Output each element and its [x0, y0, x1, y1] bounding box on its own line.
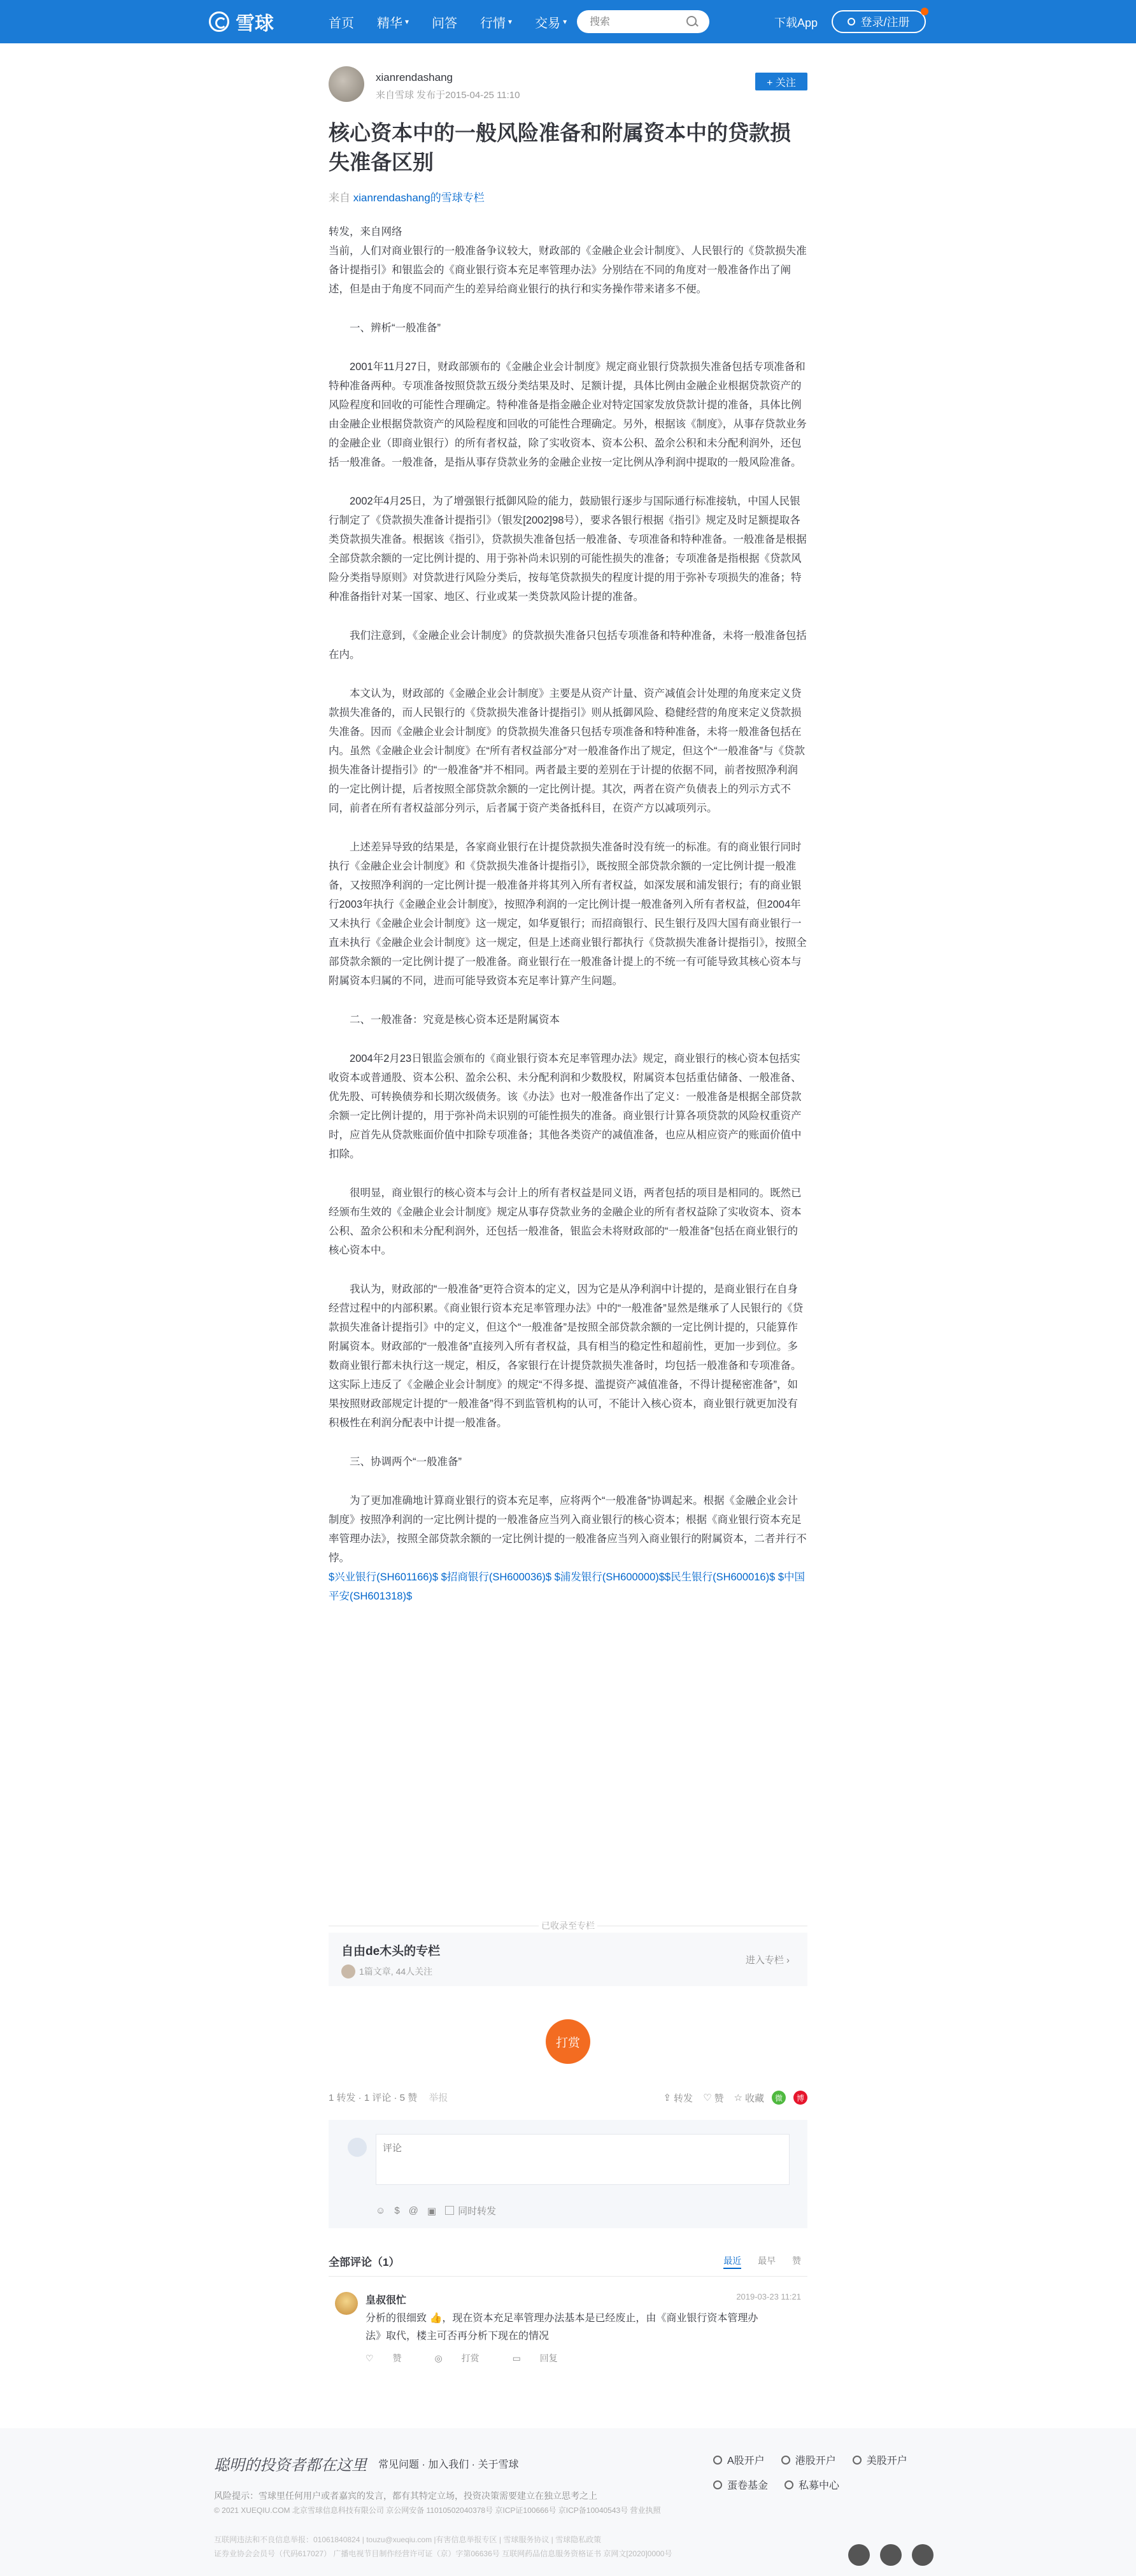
comment-text: 分析的很细致 👍，现在资本充足率管理办法基本是已经废止，由《商业银行资本管理办法》取代，楼主可否再分析下现在的情况	[366, 2313, 758, 2342]
search-box	[577, 10, 709, 33]
comment-author[interactable]: 皇叔很忙	[366, 2295, 407, 2306]
danjuan-fund-link[interactable]: 蛋卷基金	[713, 2477, 768, 2492]
logo-icon	[209, 11, 229, 32]
footer-services	[713, 2452, 930, 2502]
social-links	[838, 2544, 934, 2566]
column-divider-label: 已收录至专栏	[541, 1921, 595, 1931]
service-row	[713, 2477, 930, 2492]
article-source: 来自 xianrendashang的雪球专栏	[329, 192, 485, 204]
footer	[0, 2428, 1136, 2576]
column-meta: 1篇文章, 44人关注	[341, 1964, 432, 1979]
weibo-icon[interactable]	[880, 2544, 902, 2566]
reply-icon: ▭	[512, 2353, 523, 2363]
article-title: 核心资本中的一般风险准备和附属资本中的贷款损失准备区别	[329, 121, 791, 174]
main-nav	[329, 0, 590, 43]
mention-icon[interactable]: @	[408, 2205, 418, 2216]
nav-qa[interactable]: 问答	[432, 16, 458, 31]
comment-avatar[interactable]	[335, 2292, 358, 2315]
comment-actions	[366, 2352, 591, 2365]
comment-input[interactable]	[376, 2134, 790, 2185]
a-share-icon	[713, 2456, 722, 2465]
service-row	[713, 2452, 930, 2467]
favorite-button[interactable]: ☆ 收藏	[734, 2093, 764, 2104]
column-name[interactable]: 自由de木头的专栏	[341, 1945, 441, 1958]
reward-icon: ◎	[434, 2353, 445, 2363]
paragraph: 2001年11月27日，财政部颁布的《金融企业会计制度》规定商业银行贷款损失准备包括专项准备和特种准备两种。专项准备按照贷款五级分类结果及时、足额计提，具体比例由金融企业根据贷款资产的风险程度和回收的可能性合理确定。特种准备是指金融企业对特定国家发放贷款计提的准备，具体比例由金融企业根据贷款资产的风险程度和回收的可能性合理确定。另外，根据该《制度》，从事存贷款业务的金融企业（即商业银行）的所有者权益，除了实收资本、资本公积、盈余公积和未分配利润外，还包括一般准备。一般准备，是指从事存贷款业务的金融企业按一定比例从净利润中提取的一般风险准备。	[329, 361, 807, 468]
comment-time: 2019-03-23 11:21	[736, 2292, 801, 2301]
section-heading: 二、一般准备：究竟是核心资本还是附属资本	[350, 1014, 560, 1026]
nav-market[interactable]: 行情 ▾	[480, 16, 513, 31]
thumb-up-icon: ♡	[703, 2093, 712, 2103]
author-name[interactable]: xianrendashang	[376, 71, 453, 83]
column-divider	[329, 1919, 807, 1932]
nav-featured[interactable]: 精华 ▾	[377, 16, 409, 31]
footer-fine-print: 互联网违法和不良信息举报：01061840824 | touzu@xueqiu.com |有害信息举报专区 | 雪球服务协议 | 雪球隐私政策 证券业协会会员号（代码617027） 广播电视节目制作经营许可证（京）字第06636号 互联网药品信息服务资格证书 京网文[2020]0000号	[214, 2535, 672, 2558]
comments-section	[329, 2253, 807, 2362]
paragraph: 2002年4月25日，为了增强银行抵御风险的能力，鼓励银行逐步与国际通行标准接轨，中国人民银行制定了《贷款损失准备计提指引》（银发[2002]98号），要求各银行根据《指引》规定及时足额提取各类贷款损失准备。根据该《指引》，贷款损失准备包括一般准备、专项准备和特种准备。一般准备是根据全部贷款余额的一定比例计提的、用于弥补尚未识别的可能性损失的准备；专项准备是指根据《贷款风险分类指导原则》对贷款进行风险分类后，按每笔贷款损失的程度计提的用于弥补专项损失的准备；特种准备指针对某一国家、地区、行业或某一类贷款风险计提的准备。	[329, 496, 807, 603]
sort-earliest[interactable]: 最早	[758, 2256, 776, 2266]
article-stats	[329, 2091, 807, 2110]
nav-home[interactable]: 首页	[329, 16, 354, 31]
paragraph: 转发，来自网络	[329, 226, 402, 238]
nav-trade[interactable]: 交易 ▾	[535, 16, 567, 31]
chevron-down-icon: ▾	[405, 17, 409, 26]
reward-button[interactable]: 打赏	[546, 2019, 590, 2064]
comment-sort	[709, 2254, 801, 2267]
top-nav-bar	[0, 0, 1136, 43]
weibo-share-icon[interactable]: 博	[793, 2091, 807, 2105]
app-icon[interactable]	[912, 2544, 934, 2566]
report-link[interactable]: 举报	[429, 2093, 448, 2103]
stock-tags	[329, 1568, 807, 1606]
copyright: © 2021 XUEQIU.COM 北京雪球信息科技有限公司 京公网安备 11010502040378号 京ICP证100666号 京ICP备10040543号 营业执照	[214, 2506, 661, 2515]
comment-reward-button[interactable]: ◎ 打赏	[434, 2353, 479, 2363]
footer-slogan: 聪明的投资者都在这里	[214, 2456, 367, 2474]
sort-hot[interactable]: 赞	[792, 2256, 801, 2266]
hk-share-icon	[781, 2456, 790, 2465]
fund-icon	[713, 2480, 722, 2489]
paragraph: 当前，人们对商业银行的一般准备争议较大，财政部的《金融企业会计制度》、人民银行的《贷款损失准备计提指引》和银监会的《商业银行资本充足率管理办法》分别结在不同的角度对一般准备作出了阐述，但是由于角度不同而产生的差异给商业银行的执行和实务操作带来诸多不便。	[329, 245, 807, 295]
paragraph: 我认为，财政部的“一般准备”更符合资本的定义，因为它是从净利润中计提的，是商业银行在自身经营过程中的内部积累。《商业银行资本充足率管理办法》中的“一般准备”显然是继承了人民银行的《贷款损失准备计提指引》中的定义，但这个“一般准备”是按照全部贷款余额的一定比例计提的，只能算作附属资本。财政部的“一般准备”直接列入所有者权益，具有相当的稳定性和超前性，更加一步到位。多数商业银行都未执行这一规定，相反，各家银行在计提贷款损失准备时，均包括一般准备和专项准备。这实际上违反了《金融企业会计制度》的规定“不得多提、滥提资产减值准备，不得计提秘密准备”，如果按照财政部规定计提的“一般准备”得不到监管机构的认可，不能计入核心资本，商业银行就更加没有积极性在利润分配表中计提一般准备。	[329, 1284, 804, 1429]
paragraph: 2004年2月23日银监会颁布的《商业银行资本充足率管理办法》规定，商业银行的核心资本包括实收资本或普通股、资本公积、盈余公积、未分配利润和少数股权，附属资本包括重估储备、一般准备、优先股、可转换债券和长期次级债务。该《办法》也对一般准备作出了定义：一般准备是根据全部贷款余额一定比例计提的，用于弥补尚未识别的可能性损失的准备。商业银行计算各项贷款的风险权重资产时，应首先从贷款账面价值中扣除专项准备；其他各类资产的减值准备，也应从相应资产的账面价值中扣除。	[329, 1053, 802, 1160]
comment-item	[329, 2286, 807, 2362]
stats-counts: 1 转发 · 1 评论 · 5 赞	[329, 2093, 418, 2103]
column-card[interactable]	[329, 1933, 807, 1986]
login-register-button[interactable]	[832, 10, 926, 33]
private-fund-link[interactable]: 私募中心	[785, 2477, 839, 2492]
section-heading: 三、协调两个“一般准备”	[350, 1456, 462, 1468]
a-share-account-link[interactable]: A股开户	[713, 2452, 765, 2467]
wechat-icon[interactable]	[848, 2544, 870, 2566]
divider	[329, 2276, 807, 2277]
risk-notice: 风险提示：雪球里任何用户或者嘉宾的发言，都有其特定立场，投资决策需要建立在独立思考之上	[214, 2491, 597, 2501]
like-button[interactable]: ♡ 赞	[703, 2093, 724, 2104]
dollar-icon[interactable]: $	[394, 2205, 400, 2216]
wechat-share-icon[interactable]: 微	[772, 2091, 786, 2105]
repost-button[interactable]: ⇪ 转发	[663, 2093, 693, 2104]
login-label: 登录/注册	[860, 16, 910, 29]
section-heading: 一、辨析“一般准备”	[350, 322, 441, 334]
paragraph: 很明显，商业银行的核心资本与会计上的所有者权益是同义语，两者包括的项目是相同的。既然已经颁布生效的《金融企业会计制度》规定从事存贷款业务的金融企业的所有者权益除了实收资本、资本公积、盈余公积和未分配利润外，还包括一般准备，银监会未将财政部的“一般准备”包括在商业银行的核心资本中。	[329, 1187, 802, 1256]
paragraph: 我们注意到，《金融企业会计制度》的贷款损失准备只包括专项准备和特种准备，未将一般准备包括在内。	[329, 630, 807, 661]
comment-reply-button[interactable]: ▭ 回复	[512, 2353, 558, 2363]
image-icon[interactable]: ▣	[427, 2205, 437, 2217]
author-row	[329, 64, 807, 106]
repost-icon: ⇪	[663, 2093, 672, 2103]
logo-text: 雪球	[236, 13, 274, 34]
search-icon[interactable]	[686, 16, 697, 26]
us-share-icon	[853, 2456, 862, 2465]
paragraph: 本文认为，财政部的《金融企业会计制度》主要是从资产计量、资产减值会计处理的角度来定义贷款损失准备的，而人民银行的《贷款损失准备计提指引》则从抵御风险、稳健经营的角度来定义贷款损失准备。因而《金融企业会计制度》的贷款损失准备只包括专项准备和特种准备，未将一般准备包括在内。虽然《金融企业会计制度》在“所有者权益部分”对一般准备作出了规定，但这个“一般准备”与《贷款损失准备计提指引》的“一般准备”并不相同。两者最主要的差别在于计提的依据不同，前者按照净利润的一定比例计提，后者按照全部贷款余额的一定比例计提。其次，两者在资产负债表上的列示方式不同，前者在所有者权益部分列示，后者属于资产类备抵科目，在资产方以减项列示。	[329, 688, 805, 814]
forward-checkbox[interactable]: 同时转发	[445, 2204, 496, 2217]
author-avatar[interactable]	[329, 66, 364, 102]
checkbox-icon	[445, 2206, 454, 2215]
notification-dot	[921, 8, 928, 15]
hk-share-account-link[interactable]: 港股开户	[781, 2452, 836, 2467]
sort-latest[interactable]: 最近	[723, 2256, 741, 2269]
private-fund-icon	[785, 2480, 793, 2489]
paragraph: 上述差异导致的结果是，各家商业银行在计提贷款损失准备时没有统一的标准。有的商业银行同时执行《金融企业会计制度》和《贷款损失准备计提指引》，既按照全部贷款余额的一定比例计提一般准备，又按照净利润的一定比例计提一般准备并将其列入所有者权益，如深发展和浦发银行；有的商业银行2003年执行《金融企业会计制度》，按照净利润的一定比例计提一般准备列入所有者权益，但2004年又未执行《金融企业会计制度》这一规定，如华夏银行；而招商银行、民生银行及四大国有商业银行一直未执行《金融企业会计制度》这一规定，但是上述商业银行都执行《贷款损失准备计提指引》，按照全部贷款余额的一定比例计提了一般准备。商业银行在一般准备计提上的不统一有可能导致其核心资本与附属资本归属的不同，进而可能导致资本充足率计算产生问题。	[329, 841, 807, 987]
commenter-avatar	[348, 2138, 367, 2157]
download-app-link[interactable]: 下载App	[774, 17, 818, 29]
emoji-icon[interactable]: ☺	[376, 2205, 386, 2216]
stock-tag-links[interactable]: $兴业银行(SH601166)$ $招商银行(SH600036)$ $浦发银行(SH600000)$$民生银行(SH600016)$ $中国平安(SH601318)$	[329, 1571, 805, 1602]
search-input[interactable]	[588, 14, 686, 31]
follow-button[interactable]: + 关注	[755, 73, 807, 90]
article-actions	[653, 2091, 807, 2105]
chevron-down-icon: ▾	[563, 17, 567, 26]
publish-meta: 来自雪球 发布于2015-04-25 11:10	[376, 90, 520, 101]
thumb-up-icon: ♡	[366, 2353, 376, 2363]
star-icon: ☆	[734, 2093, 742, 2103]
user-icon	[848, 18, 855, 25]
comment-like-button[interactable]: ♡ 赞	[366, 2353, 402, 2363]
column-link[interactable]: xianrendashang的雪球专栏	[353, 192, 485, 204]
comments-header: 全部评论（1） 最近 最早 赞	[329, 2256, 801, 2268]
comment-tools	[376, 2204, 505, 2217]
paragraph: 为了更加准确地计算商业银行的资本充足率，应将两个“一般准备”协调起来。根据《金融企业会计制度》按照净利润的一定比例计提的一般准备应当列入商业银行的核心资本；根据《商业银行资本充足率管理办法》，按照全部贷款余额的一定比例计提的一般准备应当列入商业银行的附属资本，二者并行不悖。	[329, 1495, 807, 1564]
enter-column-link[interactable]: 进入专栏 ›	[745, 1955, 790, 1966]
comment-composer	[329, 2120, 807, 2228]
column-avatar	[341, 1964, 355, 1979]
article	[329, 64, 807, 1626]
us-share-account-link[interactable]: 美股开户	[853, 2452, 907, 2467]
article-body	[329, 222, 807, 1606]
footer-links[interactable]: 常见问题 · 加入我们 · 关于雪球	[378, 2459, 519, 2470]
chevron-down-icon: ▾	[508, 17, 513, 26]
xueqiu-logo[interactable]	[209, 9, 274, 34]
